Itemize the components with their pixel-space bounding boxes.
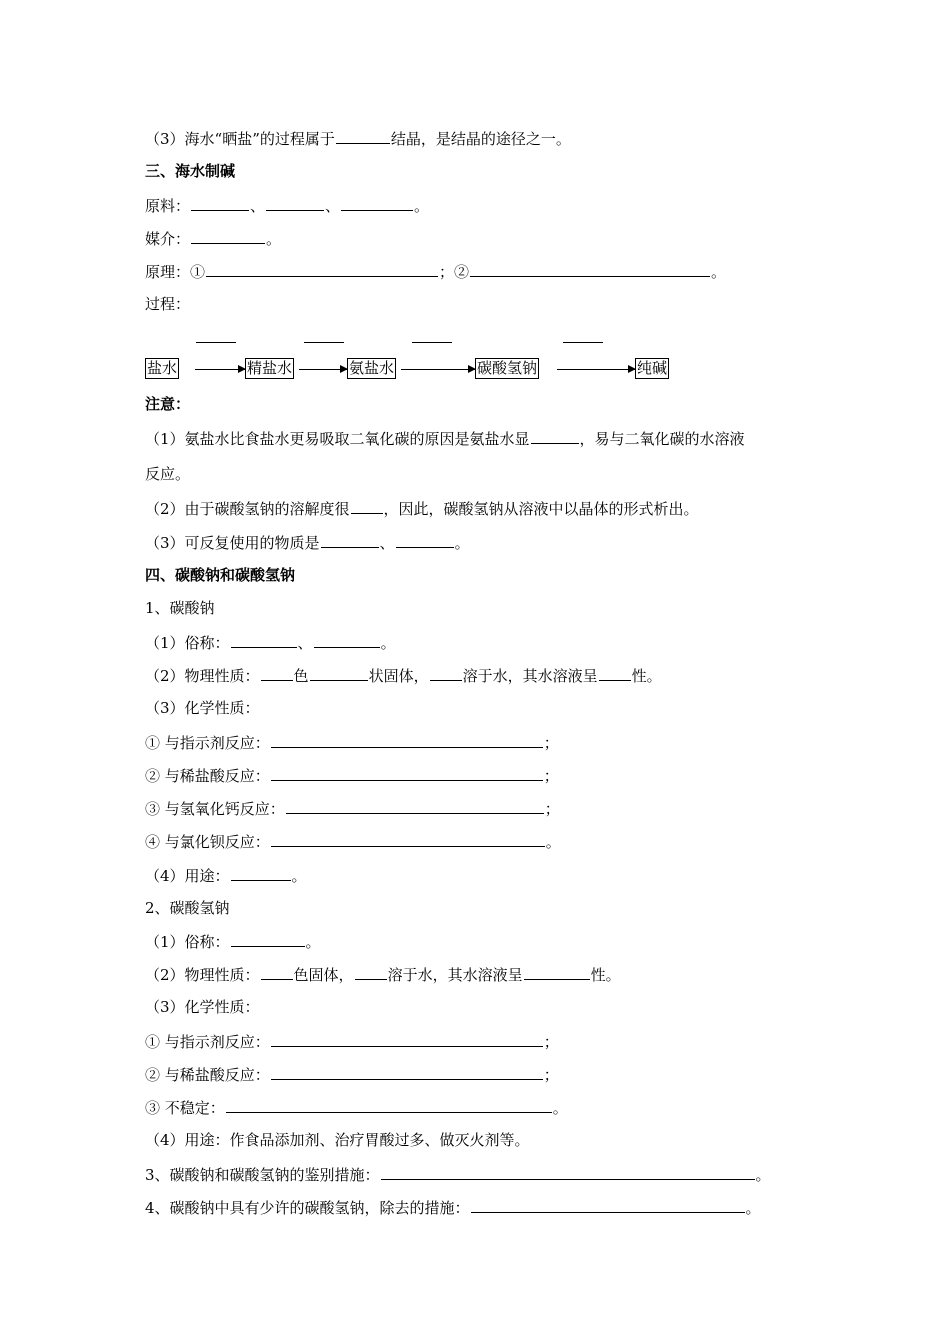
na2co3-title: 1、碳酸钠 (145, 599, 215, 617)
na2co3-reaction-3: ③ 与氢氧化钙反应： ； (145, 800, 560, 818)
blank (355, 964, 387, 980)
blank (206, 261, 438, 277)
note-1-cont: 反应。 (145, 465, 191, 483)
blank (191, 195, 249, 211)
section-heading-4: 四、碳酸钠和碳酸氢钠 (145, 566, 296, 584)
note-2: （2）由于碳酸氢钠的溶解度很 ，因此，碳酸氢钠从溶液中以晶体的形式析出。 (145, 500, 699, 518)
blank (231, 931, 305, 947)
blank (271, 1031, 543, 1047)
blank (430, 665, 462, 681)
line-sea-salt: （3）海水“晒盐”的过程属于 结晶，是结晶的途径之一。 (145, 130, 571, 148)
na2co3-reaction-2: ② 与稀盐酸反应： ； (145, 767, 559, 785)
note-heading: 注意： (145, 395, 191, 413)
line-principle: 原理：① ；② 。 (145, 263, 727, 281)
arrow-icon (299, 369, 347, 370)
flow-box-sodium-bicarbonate: 碳酸氢钠 (477, 359, 538, 377)
na2co3-physical: （2）物理性质： 色 状固体， 溶于水，其水溶液呈 性。 (145, 667, 662, 685)
blank (304, 342, 344, 343)
question-3: 3、碳酸钠和碳酸氢钠的鉴别措施： 。 (145, 1166, 771, 1184)
flow-box-ammonia-brine: 氨盐水 (349, 359, 395, 377)
nahco3-reaction-3: ③ 不稳定： 。 (145, 1099, 568, 1117)
na2co3-reaction-4: ④ 与氯化钡反应： 。 (145, 833, 561, 851)
blank (191, 228, 265, 244)
arrow-icon (557, 369, 635, 370)
blank (314, 632, 380, 648)
line-medium: 媒介： 。 (145, 230, 282, 248)
blank (231, 632, 297, 648)
blank (271, 1064, 543, 1080)
flow-box-brine: 盐水 (147, 359, 178, 377)
blank (341, 195, 413, 211)
blank (336, 128, 390, 144)
flow-box-soda-ash: 纯碱 (637, 359, 668, 377)
nahco3-title: 2、碳酸氢钠 (145, 899, 230, 917)
na2co3-reaction-1: ① 与指示剂反应： ； (145, 734, 559, 752)
na2co3-use: （4）用途： 。 (145, 867, 307, 885)
blank (531, 428, 579, 444)
blank (231, 865, 291, 881)
blank (226, 1097, 552, 1113)
blank (412, 342, 452, 343)
line-process: 过程： (145, 295, 191, 313)
nahco3-physical: （2）物理性质： 色固体， 溶于水，其水溶液呈 性。 (145, 966, 621, 984)
blank (271, 831, 545, 847)
blank (381, 1164, 755, 1180)
section-heading-3: 三、海水制碱 (145, 162, 236, 180)
nahco3-common-name: （1）俗称： 。 (145, 933, 321, 951)
blank (266, 195, 324, 211)
blank (310, 665, 368, 681)
blank (599, 665, 631, 681)
blank (563, 342, 603, 343)
nahco3-reaction-2: ② 与稀盐酸反应： ； (145, 1066, 559, 1084)
arrow-icon (401, 369, 475, 370)
blank (321, 532, 379, 548)
flow-box-refined-brine: 精盐水 (247, 359, 293, 377)
blank (286, 798, 544, 814)
blank (196, 342, 236, 343)
line-raw-materials: 原料： 、 、 。 (145, 197, 430, 215)
blank (524, 964, 590, 980)
question-4: 4、碳酸钠中具有少许的碳酸氢钠，除去的措施： 。 (145, 1199, 761, 1217)
note-3: （3）可反复使用的物质是 、 。 (145, 534, 470, 552)
blank (261, 964, 293, 980)
na2co3-common-name: （1）俗称： 、 。 (145, 634, 396, 652)
arrow-icon (195, 369, 245, 370)
nahco3-reaction-1: ① 与指示剂反应： ； (145, 1033, 559, 1051)
na2co3-chemical: （3）化学性质： (145, 699, 260, 717)
nahco3-use: （4）用途：作食品添加剂、治疗胃酸过多、做灭火剂等。 (145, 1131, 530, 1149)
blank (271, 732, 543, 748)
blank (271, 765, 543, 781)
blank (396, 532, 454, 548)
note-1: （1）氨盐水比食盐水更易吸取二氧化碳的原因是氨盐水显 ，易与二氧化碳的水溶液 (145, 430, 745, 448)
blank (471, 1197, 745, 1213)
nahco3-chemical: （3）化学性质： (145, 998, 260, 1016)
blank (351, 498, 383, 514)
blank (470, 261, 710, 277)
blank (261, 665, 293, 681)
